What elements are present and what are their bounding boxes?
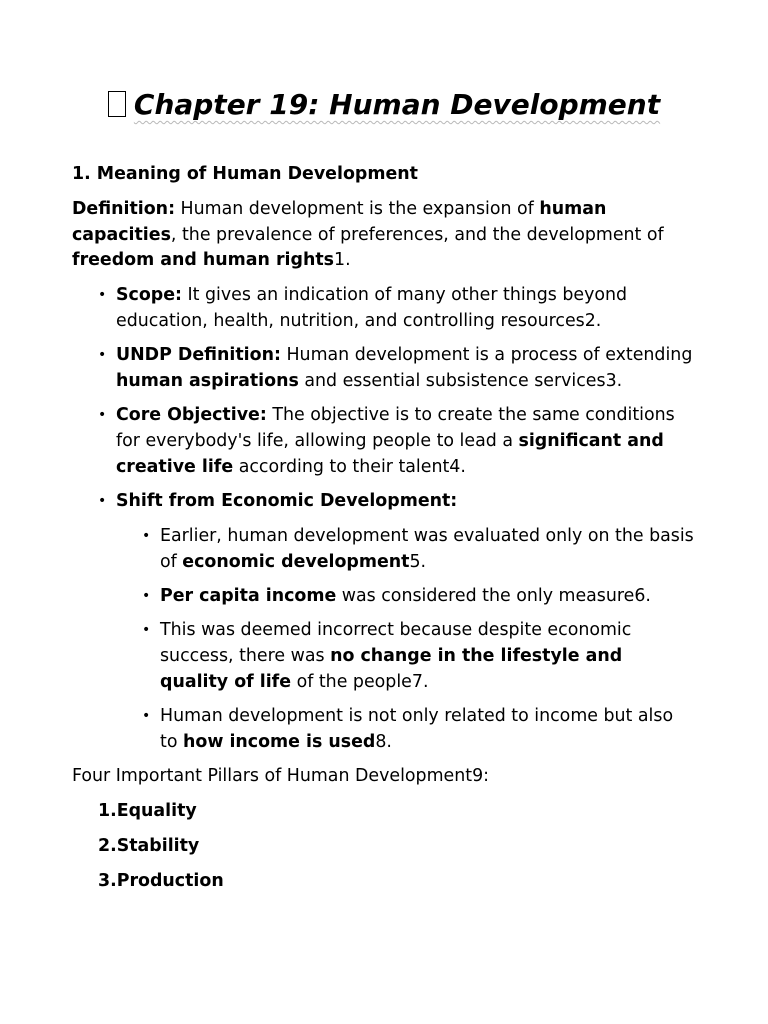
section-heading: 1. Meaning of Human Development	[72, 164, 418, 184]
bullet: •	[142, 622, 151, 639]
shift-label: Shift from Economic Development:	[116, 491, 458, 512]
percapita-text-1: was considered the only measure6.	[336, 586, 651, 607]
sub-bullet-list	[116, 524, 696, 756]
core-label: Core Objective:	[116, 405, 267, 426]
bullet: •	[142, 528, 151, 545]
list-item-undp	[98, 343, 696, 395]
income-bold-1: how income is used	[183, 732, 376, 753]
earlier-text-2: 5.	[409, 551, 427, 572]
definition-label: Definition:	[72, 198, 176, 219]
scope-label: Scope:	[116, 285, 182, 306]
income-text-1: Human development is not only related to income but also to	[160, 706, 674, 753]
bullet: •	[98, 347, 107, 364]
page-title	[72, 86, 696, 124]
document-content	[72, 162, 696, 904]
incorrect-text-2: of the people7.	[291, 672, 429, 693]
bullet: •	[98, 407, 107, 424]
sub-item-incorrect	[142, 618, 696, 695]
core-text-2: according to their talent4.	[233, 456, 466, 477]
percapita-bold-1: Per capita income	[160, 586, 337, 607]
sub-item-income-use	[142, 704, 696, 756]
bullet: •	[98, 493, 107, 510]
undp-bold-1: human aspirations	[116, 371, 299, 392]
main-bullet-list	[72, 283, 696, 756]
definition-bold-1: human capacities	[72, 198, 607, 245]
incorrect-text-1: This was deemed incorrect because despite economic success, there was	[160, 620, 632, 667]
list-item-shift	[98, 489, 696, 756]
pillars-intro: Four Important Pillars of Human Development9:	[72, 766, 489, 787]
definition-text-3: 1.	[334, 250, 351, 271]
undp-text-2: and essential subsistence services3.	[298, 371, 623, 392]
bullet: •	[142, 708, 151, 725]
document-icon	[108, 91, 126, 117]
bullet: •	[142, 588, 151, 605]
scope-text: It gives an indication of many other things beyond education, health, nutrition, and controlling resources2.	[116, 285, 628, 331]
core-bold-1: significant and creative life	[116, 431, 664, 477]
incorrect-bold-1: no change in the lifestyle and quality of life	[160, 646, 623, 693]
sub-item-per-capita	[142, 584, 696, 610]
pillars-list	[72, 799, 696, 894]
definition-text-1: Human development is the expansion of	[175, 198, 540, 219]
pillar-item: 1.Equality	[98, 801, 197, 822]
undp-text-1: Human development is a process of extending	[280, 345, 693, 366]
core-text-1: The objective is to create the same conditions for everybody's life, allowing people to lead a	[116, 405, 675, 452]
sub-item-earlier	[142, 524, 696, 576]
definition-text-2: , the prevalence of preferences, and the development of	[170, 224, 664, 245]
list-item-core-objective	[98, 403, 696, 480]
undp-label: UNDP Definition:	[116, 345, 281, 366]
earlier-text-1: Earlier, human development was evaluated only on the basis of	[160, 526, 694, 572]
pillar-item: 2.Stability	[98, 836, 200, 857]
list-item-scope	[98, 283, 696, 335]
title-text: Chapter 19: Human Development	[133, 88, 661, 121]
bullet: •	[98, 287, 107, 304]
definition-paragraph	[72, 197, 696, 274]
income-text-2: 8.	[375, 732, 392, 753]
definition-bold-2: freedom and human rights	[72, 250, 335, 271]
pillar-item: 3.Production	[98, 870, 224, 891]
earlier-bold-1: economic development	[182, 551, 410, 572]
